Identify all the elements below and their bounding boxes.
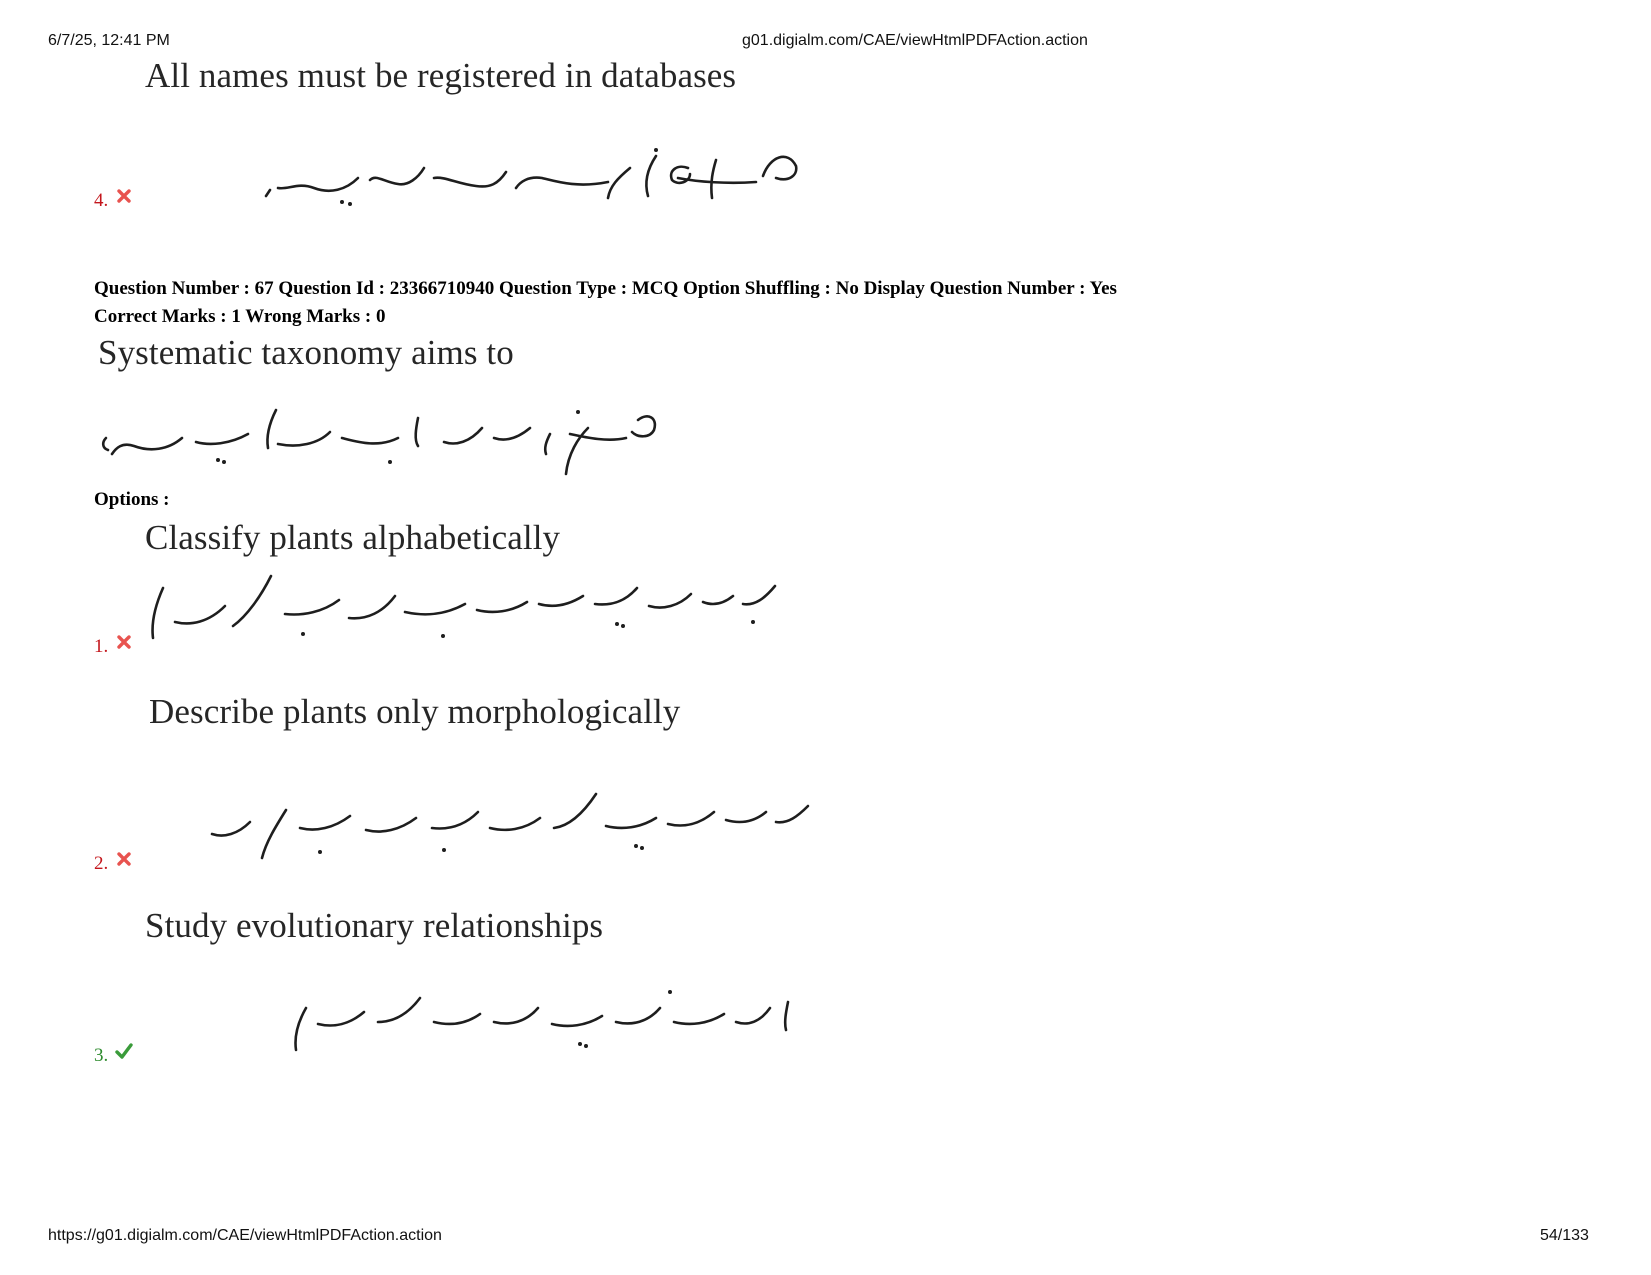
print-footer-url: https://g01.digialm.com/CAE/viewHtmlPDFAction.action (48, 1227, 442, 1244)
prev-option-4-number: 4. (94, 190, 109, 211)
print-page-number: 54/133 (1540, 1227, 1589, 1244)
option-1-urdu-handwriting (143, 566, 783, 658)
question-meta-line-1: Question Number : 67 Question Id : 23366710940 Question Type : MCQ Option Shuffling : No Display Question Number : Yes (94, 278, 1117, 299)
question-english-text: Systematic taxonomy aims to (98, 333, 514, 372)
cross-icon (117, 189, 131, 203)
question-meta-line-2: Correct Marks : 1 Wrong Marks : 0 (94, 306, 386, 327)
option-1-english: Classify plants alphabetically (145, 518, 561, 557)
option-2-urdu-handwriting (200, 782, 820, 872)
option-3-english: Study evolutionary relationships (145, 906, 604, 945)
option-3-number: 3. (94, 1045, 109, 1066)
question-urdu-handwriting (98, 398, 668, 484)
prev-option-4-urdu-handwriting (258, 138, 808, 210)
option-2-english: Describe plants only morphologically (149, 692, 681, 731)
option-1-number: 1. (94, 636, 109, 657)
cross-icon (117, 635, 131, 649)
print-page-url: g01.digialm.com/CAE/viewHtmlPDFAction.action (742, 32, 1088, 49)
option-2-number: 2. (94, 853, 109, 874)
option-3-urdu-handwriting (280, 978, 800, 1066)
check-icon (115, 1043, 133, 1059)
prev-option-4-english: All names must be registered in databases (145, 56, 737, 95)
print-datetime: 6/7/25, 12:41 PM (48, 32, 170, 49)
cross-icon (117, 852, 131, 866)
options-label: Options : (94, 489, 170, 510)
